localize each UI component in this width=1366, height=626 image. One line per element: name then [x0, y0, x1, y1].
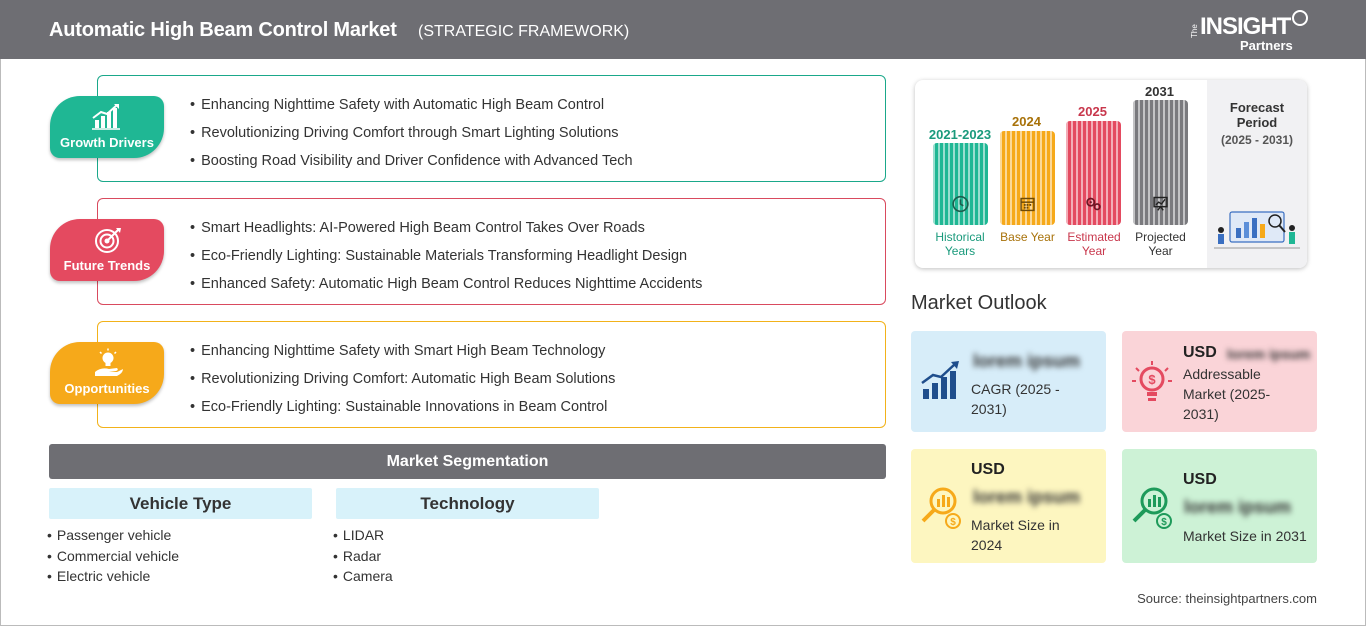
presentation-icon [1133, 192, 1188, 214]
page-title: Automatic High Beam Control Market [49, 19, 397, 41]
list-item: • Enhanced Safety: Automatic High Beam Control Reduces Nighttime Accidents [190, 274, 702, 302]
timeline-label-historical: Historical Years [935, 230, 985, 258]
list-item: • Passenger vehicle [47, 525, 179, 546]
list-item: • Eco-Friendly Lighting: Sustainable Materials Transforming Headlight Design [190, 246, 702, 274]
size-2024-value: lorem ipsum [973, 487, 1081, 507]
list-item: • Camera [333, 566, 393, 587]
page-subtitle: (STRATEGIC FRAMEWORK) [418, 23, 630, 40]
list-item: • Commercial vehicle [47, 546, 179, 567]
timeline-label-projected: Projected Year [1135, 230, 1186, 258]
segment-heading-vehicle-type: Vehicle Type [49, 488, 312, 519]
source-credit[interactable]: Source: theinsightpartners.com [1137, 591, 1317, 606]
insight-partners-logo[interactable]: The INSIGHT Partners [1190, 8, 1320, 54]
list-item: • Enhancing Nighttime Safety with Smart High Beam Technology [190, 341, 615, 369]
list-item: • Revolutionizing Driving Comfort through Smart Lighting Solutions [190, 123, 633, 151]
svg-text:$: $ [950, 517, 956, 528]
future-trends-badge: Future Trends [50, 219, 164, 281]
size-2024-label: Market Size in 2024 [971, 517, 1060, 553]
timeline-bar-base [1000, 131, 1055, 225]
svg-text:$: $ [1148, 372, 1156, 387]
forecast-period-label: Forecast Period [1229, 100, 1285, 130]
cagr-value: lorem ipsum [973, 351, 1081, 371]
growth-chart-icon [87, 102, 127, 132]
list-item: • Enhancing Nighttime Safety with Automatic High Beam Control [190, 95, 633, 123]
list-item: • Electric vehicle [47, 566, 179, 587]
opportunities-badge: Opportunities [50, 342, 164, 404]
timeline-panel [915, 80, 1307, 268]
growth-drivers-panel [97, 75, 886, 182]
size-2031-value: lorem ipsum [1184, 497, 1292, 517]
calendar-icon [1000, 193, 1055, 215]
analytics-illustration-icon [1212, 204, 1302, 254]
technology-list [333, 525, 393, 587]
opportunities-list [190, 341, 615, 425]
svg-text:$: $ [1161, 517, 1167, 528]
future-trends-list [190, 218, 702, 302]
bar-growth-icon [919, 359, 963, 403]
header-bar [0, 0, 1366, 59]
list-item: • LIDAR [333, 525, 393, 546]
outlook-card-cagr [911, 331, 1106, 432]
list-item: • Eco-Friendly Lighting: Sustainable Innovations in Beam Control [190, 397, 615, 425]
future-trends-panel [97, 198, 886, 305]
gears-icon [1066, 193, 1121, 215]
list-item: • Smart Headlights: AI-Powered High Beam Control Takes Over Roads [190, 218, 702, 246]
timeline-year-estimated: 2025 [1078, 104, 1107, 119]
timeline-year-base: 2024 [1012, 114, 1041, 129]
magnifier-dollar-icon [917, 483, 965, 531]
timeline-bar-projected [1133, 100, 1188, 225]
size-2031-label: Market Size in 2031 [1183, 528, 1307, 544]
market-outlook-title: Market Outlook [911, 292, 1047, 314]
addressable-label: Addressable Market (2025-2031) [1183, 366, 1271, 422]
list-item: • Radar [333, 546, 393, 567]
outlook-card-market-size-2024 [911, 449, 1106, 563]
opportunities-panel [97, 321, 886, 428]
market-segmentation-header: Market Segmentation [49, 444, 886, 479]
outlook-card-addressable-market [1122, 331, 1317, 432]
timeline-year-historical: 2021-2023 [928, 127, 992, 142]
history-icon [933, 193, 988, 215]
size-2031-usd-label: USD [1183, 471, 1217, 488]
growth-drivers-list [190, 95, 633, 179]
vehicle-type-list [47, 525, 179, 587]
logo-ring-icon [1292, 10, 1308, 26]
target-icon [87, 225, 127, 255]
list-item: • Revolutionizing Driving Comfort: Automatic High Beam Solutions [190, 369, 615, 397]
dollar-bulb-icon [1130, 359, 1174, 407]
forecast-period-range: (2025 - 2031) [1220, 133, 1294, 147]
timeline-label-base: Base Year [1000, 230, 1055, 244]
magnifier-chart-icon [1128, 483, 1176, 531]
lightbulb-hand-icon [87, 348, 127, 378]
timeline-label-estimated: Estimated Year [1067, 230, 1121, 258]
addressable-usd-label: USD [1183, 344, 1217, 361]
addressable-value: lorem ipsum [1227, 346, 1311, 362]
list-item: • Boosting Road Visibility and Driver Confidence with Advanced Tech [190, 151, 633, 179]
segment-heading-technology: Technology [336, 488, 599, 519]
cagr-label: CAGR (2025 - 2031) [971, 381, 1060, 417]
outlook-card-market-size-2031 [1122, 449, 1317, 563]
timeline-bar-estimated [1066, 121, 1121, 225]
timeline-year-projected: 2031 [1145, 84, 1174, 99]
timeline-bar-historical [933, 143, 988, 225]
size-2024-usd-label: USD [971, 461, 1005, 478]
growth-drivers-badge: Growth Drivers [50, 96, 164, 158]
